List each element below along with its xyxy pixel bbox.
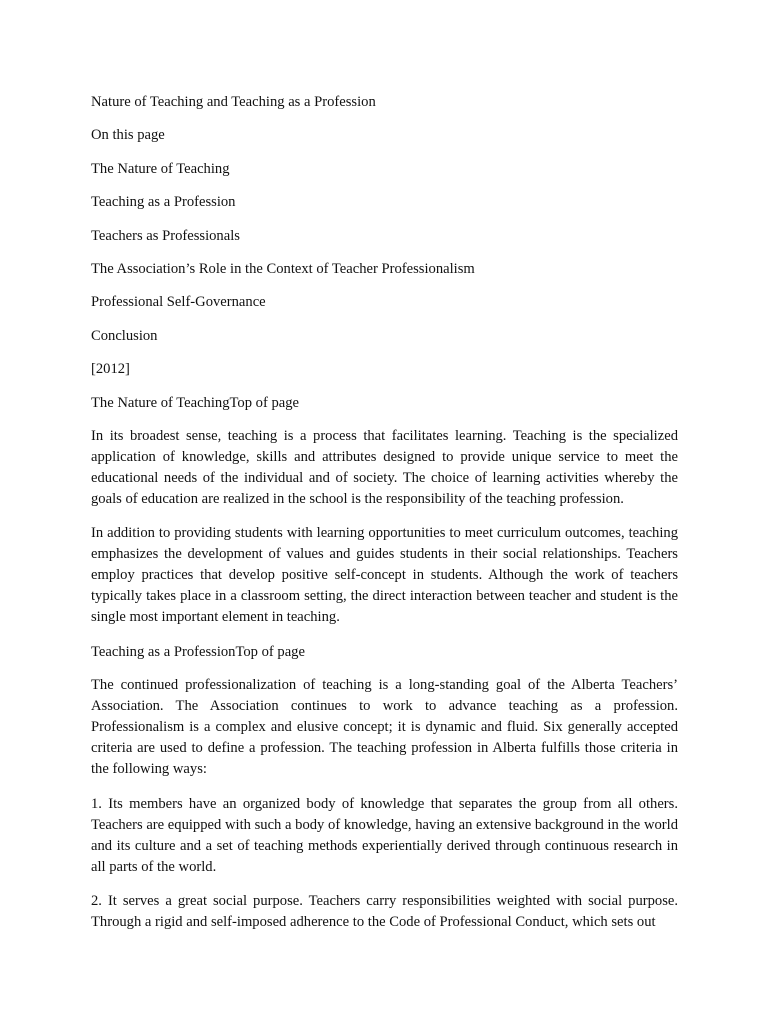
toc-item-nature-of-teaching[interactable]: The Nature of Teaching: [91, 160, 230, 177]
toc-item-self-governance[interactable]: Professional Self-Governance: [91, 294, 266, 311]
section-heading-nature-of-teaching: The Nature of TeachingTop of page: [91, 394, 299, 411]
toc-item-teaching-as-profession[interactable]: Teaching as a Profession: [91, 194, 236, 211]
toc-item-conclusion[interactable]: Conclusion: [91, 327, 158, 344]
section-heading-teaching-as-profession: Teaching as a ProfessionTop of page: [91, 643, 305, 660]
body-paragraph: In its broadest sense, teaching is a process that facilitates learning. Teaching is the specialized application of knowledge, skills and attributes designed to provide unique service to meet the educational needs of the individual and of society. The choice of learning activities whereby the goals of education are realized in the school is the responsibility of the teaching profession.: [91, 427, 678, 507]
toc-heading: On this page: [91, 127, 165, 144]
publication-year: [2012]: [91, 361, 130, 378]
body-paragraph: In addition to providing students with learning opportunities to meet curriculum outcomes, teaching emphasizes the development of values and guides students in their social relationships. Teachers employ practices that develop positive self-concept in students. Although the work of teachers typically takes place in a classroom setting, the direct interaction between teacher and student is the single most important element in teaching.: [91, 525, 678, 626]
toc-item-teachers-as-professionals[interactable]: Teachers as Professionals: [91, 227, 240, 244]
body-paragraph: 2. It serves a great social purpose. Teachers carry responsibilities weighted with social purpose. Through a rigid and self-imposed adherence to the Code of Professional Conduct, which sets out: [91, 893, 678, 931]
document-title: Nature of Teaching and Teaching as a Profession: [91, 94, 376, 110]
body-paragraph: 1. Its members have an organized body of knowledge that separates the group from all others. Teachers are equipped with such a body of knowledge, having an extensive background in the world and its culture and a set of teaching methods experientially derived through continuous research in all parts of the world.: [91, 795, 678, 875]
body-paragraph: The continued professionalization of teaching is a long-standing goal of the Alberta Teachers’ Association. The Association continues to work to advance teaching as a profession. Professionalism is a complex and elusive concept; it is dynamic and fluid. Six generally accepted criteria are used to define a profession. The teaching profession in Alberta fulfills those criteria in the following ways:: [91, 677, 678, 778]
toc-item-association-role[interactable]: The Association’s Role in the Context of Teacher Professionalism: [91, 260, 475, 277]
